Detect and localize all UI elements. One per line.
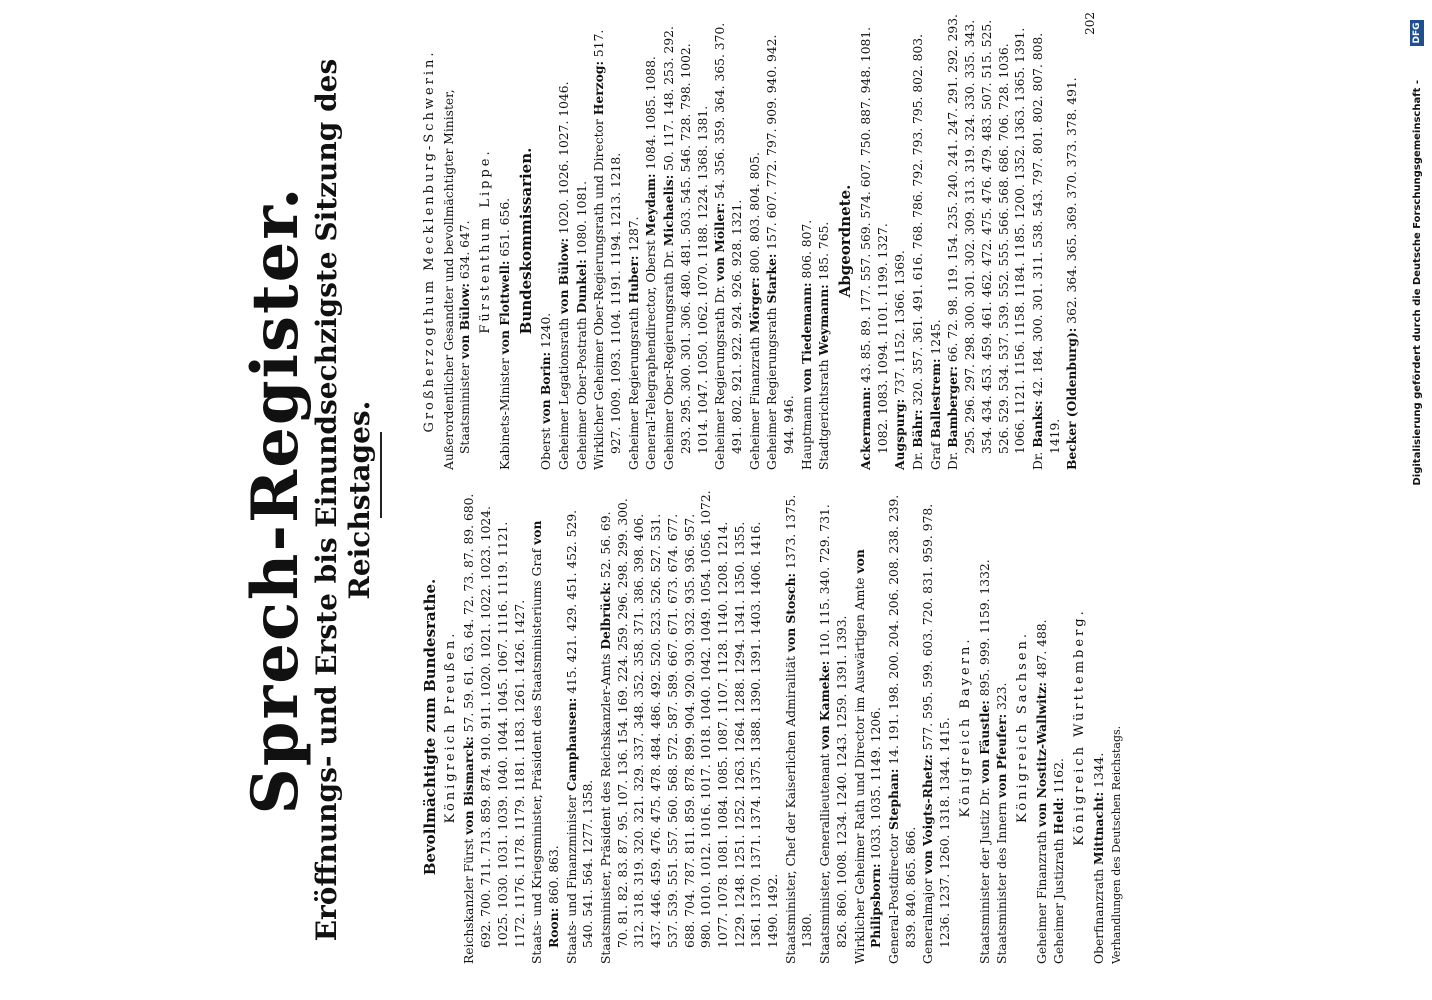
register-entry [977,490,994,964]
entry-name: von Philipsborn: [851,549,884,948]
entry-role: Kabinets-Minister [497,358,512,470]
entry-pages: 52. 56. 69. 70. 81. 82. 83. 87. 95. 107. 136. 154. 169. 224. 259. 296. 298. 299. 300. 312. 318. 319. 320. 321. 329. 337. 348. 352. 358. 371. 386. 398. 406. 437. 446. 459. 476. 475. 478. 484. 486. 492. 520. 523. 526. 527. 531. 537. 539. 551. 557. 560. 568. 572. 587. 589. 667. 671. 673. 674. 677. 688. 704. 787. 811. 859. 878. 899. 904. 920. 930. 932. 935. 936. 957. 980. 1010. 1012. 1016. 1017. 1018. 1040. 1042. 1049. 1054. 1056. 1072. 1077. 1078. 1081. 1084. 1085. 1087. 1107. 1128. 1140. 1208. 1214. 1229. 1248. 1251. 1252. 1263. 1264. 1288. 1294. 1341. 1350. 1355. 1361. 1370. 1371. 1374. 1375. 1388. 1390. 1391. 1403. 1406. 1416. 1490. 1492. [599,490,781,948]
entry-pages: 43. 85. 89. 177. 557. 569. 574. 607. 750. 887. 948. 1081. 1082. 1083. 1094. 1101. 1199. 1327. [858,26,890,454]
register-entry [643,12,660,470]
entry-name: von Voigts-Rhetz: [920,754,936,875]
section-heading-bundesrath: Bevollmächtigte zum Bundesrathe. [421,578,439,876]
entry-role: Geheimer Ober-Postrath [574,317,589,470]
entry-pages: 737. 1152. 1366. 1369. [893,250,908,395]
entry-role: Staatsminister, Generallieutenant [818,753,833,964]
entry-role: Reichskanzler Fürst [462,838,477,964]
entry-pages: 323. [995,682,1010,710]
entry-name: Banks: [1029,400,1045,448]
register-entry [1034,490,1051,964]
register-entry [497,12,514,470]
register-entry [574,12,591,470]
entry-name: von Kameke: [817,660,833,750]
entry-pages: 157. 607. 772. 797. 909. 940. 942. 944. 946. [765,34,797,454]
entry-name: Held: [1051,797,1067,835]
title-divider [380,432,382,518]
entry-name: von Bismarck: [461,736,477,835]
register-entry [1051,490,1068,964]
register-entry [799,12,816,470]
entry-prefix: Dr. [946,451,961,470]
entry-role: Geheimer Legationsrath [556,317,571,470]
entry-name: von Fäustle: [976,700,992,784]
entry-pages: 50. 117. 148. 253. 292. 293. 295. 300. 301. 306. 480. 481. 503. 545. 546. 728. 798. 1002. 1014. 1047. 1050. 1062. 1070. 1188. 1224. 1368. 1381. [662,26,710,454]
entry-name: Delbrück: [598,581,614,650]
entry-pages: 1033. 1035. 1149. 1206. [869,707,884,860]
entry-role: Staats- und Finanzminister [564,795,579,964]
entry-role: Geheimer Regierungsrath [765,307,780,470]
register-entry [783,490,816,964]
entry-role: Generalmajor [921,878,936,964]
entry-pages: 57. 59. 61. 63. 64. 72. 73. 87. 89. 680. 692. 700. 711. 713. 859. 874. 910. 911. 1020. 1021. 1022. 1023. 1024. 1025. 1030. 1031. 1039. 1040. 1044. 1045. 1067. 1116. 1119. 1121. 1172. 1176. 1178. 1179. 1181. 1183. 1261. 1426. 1427. [462,493,527,948]
state-heading-wuerttemberg: Königreich Württemberg. [1072,608,1088,846]
entry-role: Hauptmann [799,396,814,470]
register-entry [817,490,850,964]
entry-role: Geheimer Regierungsrath [626,307,641,470]
entry-pages: 1344. [1091,752,1106,788]
entry-pages: 1020. 1026. 1027. 1046. [556,81,571,235]
entry-name: Herzog: [591,61,607,116]
entry-role: General-Telegraphendirector, Oberst [644,240,659,470]
state-heading-lippe: Fürstenthum Lippe. [478,148,494,334]
register-entry [928,12,945,470]
entry-pages: 1084. 1085. 1088. [644,56,659,170]
entry-role: Wirklicher Geheimer Ober-Regierungsrath und Director [592,119,607,470]
entry-name: Ackermann: [857,386,873,470]
entry-role: Staatsminister, Präsident des Reichskanzler-Amts [599,653,614,964]
register-entry [591,12,624,470]
state-heading-mecklenburg: Großherzogthum Mecklenburg-Schwerin. [422,49,437,433]
register-entry [461,490,528,964]
register-entry [1091,490,1108,964]
entry-pages: 185. 765. [817,221,832,281]
register-entry [858,12,891,470]
entry-prefix: Dr. [910,451,925,470]
register-entry [886,490,919,964]
entry-role: Staatsminister des Innern [995,801,1010,964]
state-heading-prussia: Königreich Preußen. [442,630,458,824]
entry-role: Wirklicher Geheimer Rath und Director im Auswärtigen Amte [852,577,867,964]
register-entry [661,12,711,470]
entry-pages: 1287. [626,216,641,252]
register-entry [747,12,764,470]
entry-name: Starke: [764,253,780,304]
entry-name: von Bülow: [555,237,571,314]
left-column [418,490,1126,964]
entry-pages: 1245. [928,319,943,355]
entry-pages: 415. 421. 429. 451. 452. 529. 540. 541. 564. 1277. 1358. [564,509,596,948]
entry-pages: 577. 595. 599. 603. 720. 831. 959. 978. 1236. 1237. 1260. 1318. 1344. 1415. [921,503,953,948]
entry-name: von Nostitz-Wallwitz: [1033,682,1049,827]
entry-role: General-Postdirector [886,833,901,964]
digitization-credit: Digitalisierung gefördert durch die Deutsche Forschungsgemeinschaft - [1412,80,1423,486]
entry-pages: 66. 72. 98. 119. 154. 235. 240. 241. 247. 291. 292. 293. 295. 296. 297. 298. 300. 301. 302. 309. 313. 319. 324. 330. 335. 343. 354. 434. 453. 459. 461. 462. 472. 475. 476. 479. 483. 507. 515. 525. 526. 529. 534. 537. 539. 552. 555. 566. 568. 686. 706. 728. 1036. 1066. 1121. 1156. 1158. 1184. 1185. 1200. 1352. 1363. 1365. 1391. [946,14,1028,454]
entry-pages: 110. 115. 340. 729. 731. 826. 860. 1008. 1234. 1240. 1243. 1259. 1391. 1393. [818,504,849,948]
entry-prefix: Dr. [1030,451,1045,470]
entry-name: Meydam: [643,173,659,237]
state-heading-saxony: Königreich Sachsen. [1014,630,1030,824]
entry-role: Staats- und Kriegsminister, Präsident des Staatsministeriums Graf [530,548,545,964]
entry-pages: 1240. [539,312,554,348]
register-entry [564,490,597,964]
entry-pages: 895. 999. 1159. 1332. [977,559,992,697]
register-entry [892,12,909,470]
entry-name: von Borin: [538,351,554,424]
register-entry [529,490,562,964]
register-entry [852,490,885,964]
entry-name: Mörger: [746,277,762,333]
entry-pages: 320. 357. 361. 491. 616. 768. 786. 792. 793. 795. 802. 803. [910,33,925,406]
entry-role: Geheimer Finanzrath [747,336,762,470]
entry-role: Staatsminister, Chef der Kaiserlichen Admiralität [783,656,798,964]
entry-role: Außerordentlicher Gesandter und bevollmächtigter Minister, Staatsminister [441,89,473,470]
entry-pages: 860. 863. [546,845,561,904]
entry-pages: 800. 803. 804. 805. [747,152,762,274]
entry-pages: 1080. 1081. [574,180,589,256]
entry-name: Dunkel: [573,259,589,314]
entry-pages: 487. 488. [1034,619,1049,679]
entry-name: Ballestrem: [927,358,943,439]
state-heading-bavaria: Königreich Bayern. [957,636,973,818]
entry-name: Camphausen: [563,697,579,792]
section-heading-deputies: Abgeordnete. [836,184,855,298]
register-entry [910,12,927,470]
entry-pages: 14. 191. 198. 200. 204. 206. 208. 238. 239. 839. 840. 865. 866. [886,494,918,948]
entry-name: Stephan: [885,768,901,830]
entry-role: Geheimer Regierungsrath Dr. [713,285,728,470]
entry-name: Huber: [625,255,641,304]
right-column [418,12,1099,470]
register-entry [598,490,782,964]
entry-pages: 54. 356. 359. 364. 365. 370. 491. 802. 921. 922. 924. 926. 928. 1321. [713,22,744,454]
entry-role: Geheimer Ober-Regierungsrath Dr. [662,249,677,470]
entry-role: Oberst [539,427,554,470]
register-entry [441,12,474,470]
entry-name: von Flottwell: [496,260,512,355]
entry-name: Bamberger: [945,366,961,448]
entry-pages: 1162. [1052,758,1067,794]
entry-role: Geheimer Justizrath [1052,838,1067,964]
entry-name: Becker (Oldenburg): [1064,327,1080,470]
register-entry [945,12,1029,470]
entry-name: Augspurg: [892,398,908,470]
entry-pages: 362. 364. 365. 369. 370. 373. 378. 491. [1065,77,1080,324]
entry-pages: 806. 807. [799,219,814,279]
entry-name: von Stosch: [782,572,798,653]
page-title: Sprech-Register. [238,185,313,815]
entry-name: Mittnacht: [1090,791,1106,866]
entry-name: von Möller: [712,202,728,282]
register-entry [764,12,797,470]
entry-name: Bähr: [909,409,925,448]
register-entry [626,12,643,470]
entry-name: Weymann: [816,284,832,356]
entry-name: von Roon: [529,520,561,948]
entry-pages: 42. 184. 300. 301. 311. 538. 543. 797. 801. 802. 807. 808. 1419. [1030,32,1062,454]
entry-name: von Tiedemann: [798,282,814,393]
section-heading-commissars: Bundeskommissarien. [516,147,535,335]
register-entry [1064,12,1081,470]
register-entry [712,12,745,470]
register-entry [1030,12,1063,470]
footnote-source: Verhandlungen des Deutschen Reichstags. [1110,725,1124,964]
entry-role: Geheimer Finanzrath [1034,830,1049,964]
entry-role: Staatsminister der Justiz Dr. [977,787,992,964]
entry-pages: 651. 656. [497,197,512,257]
register-entry [920,490,953,964]
entry-name: von Pfeufer: [994,713,1010,798]
entry-role: Stadtgerichtsrath [817,359,832,470]
register-entry [556,12,573,470]
entry-name: von Bülow: [457,283,473,359]
page-subtitle: Eröffnungs- und Erste bis Einundsechzigste Sitzung des Reichstages. [310,58,376,942]
entry-name: Michaelis: [661,174,677,247]
entry-pages: 1373. 1375. 1380. [783,494,815,948]
dfg-logo: DFG [1410,20,1424,46]
entry-role: Oberfinanzrath [1091,868,1106,964]
entry-prefix: Graf [928,442,943,470]
register-entry [538,12,555,470]
register-entry [816,12,833,470]
register-entry [994,490,1011,964]
entry-pages: 634. 647. [458,220,473,280]
page-number: 202 [1083,12,1098,35]
entry-pages: 517. 927. 1009. 1093. 1104. 1191. 1194. 1213. 1218. [592,29,624,454]
